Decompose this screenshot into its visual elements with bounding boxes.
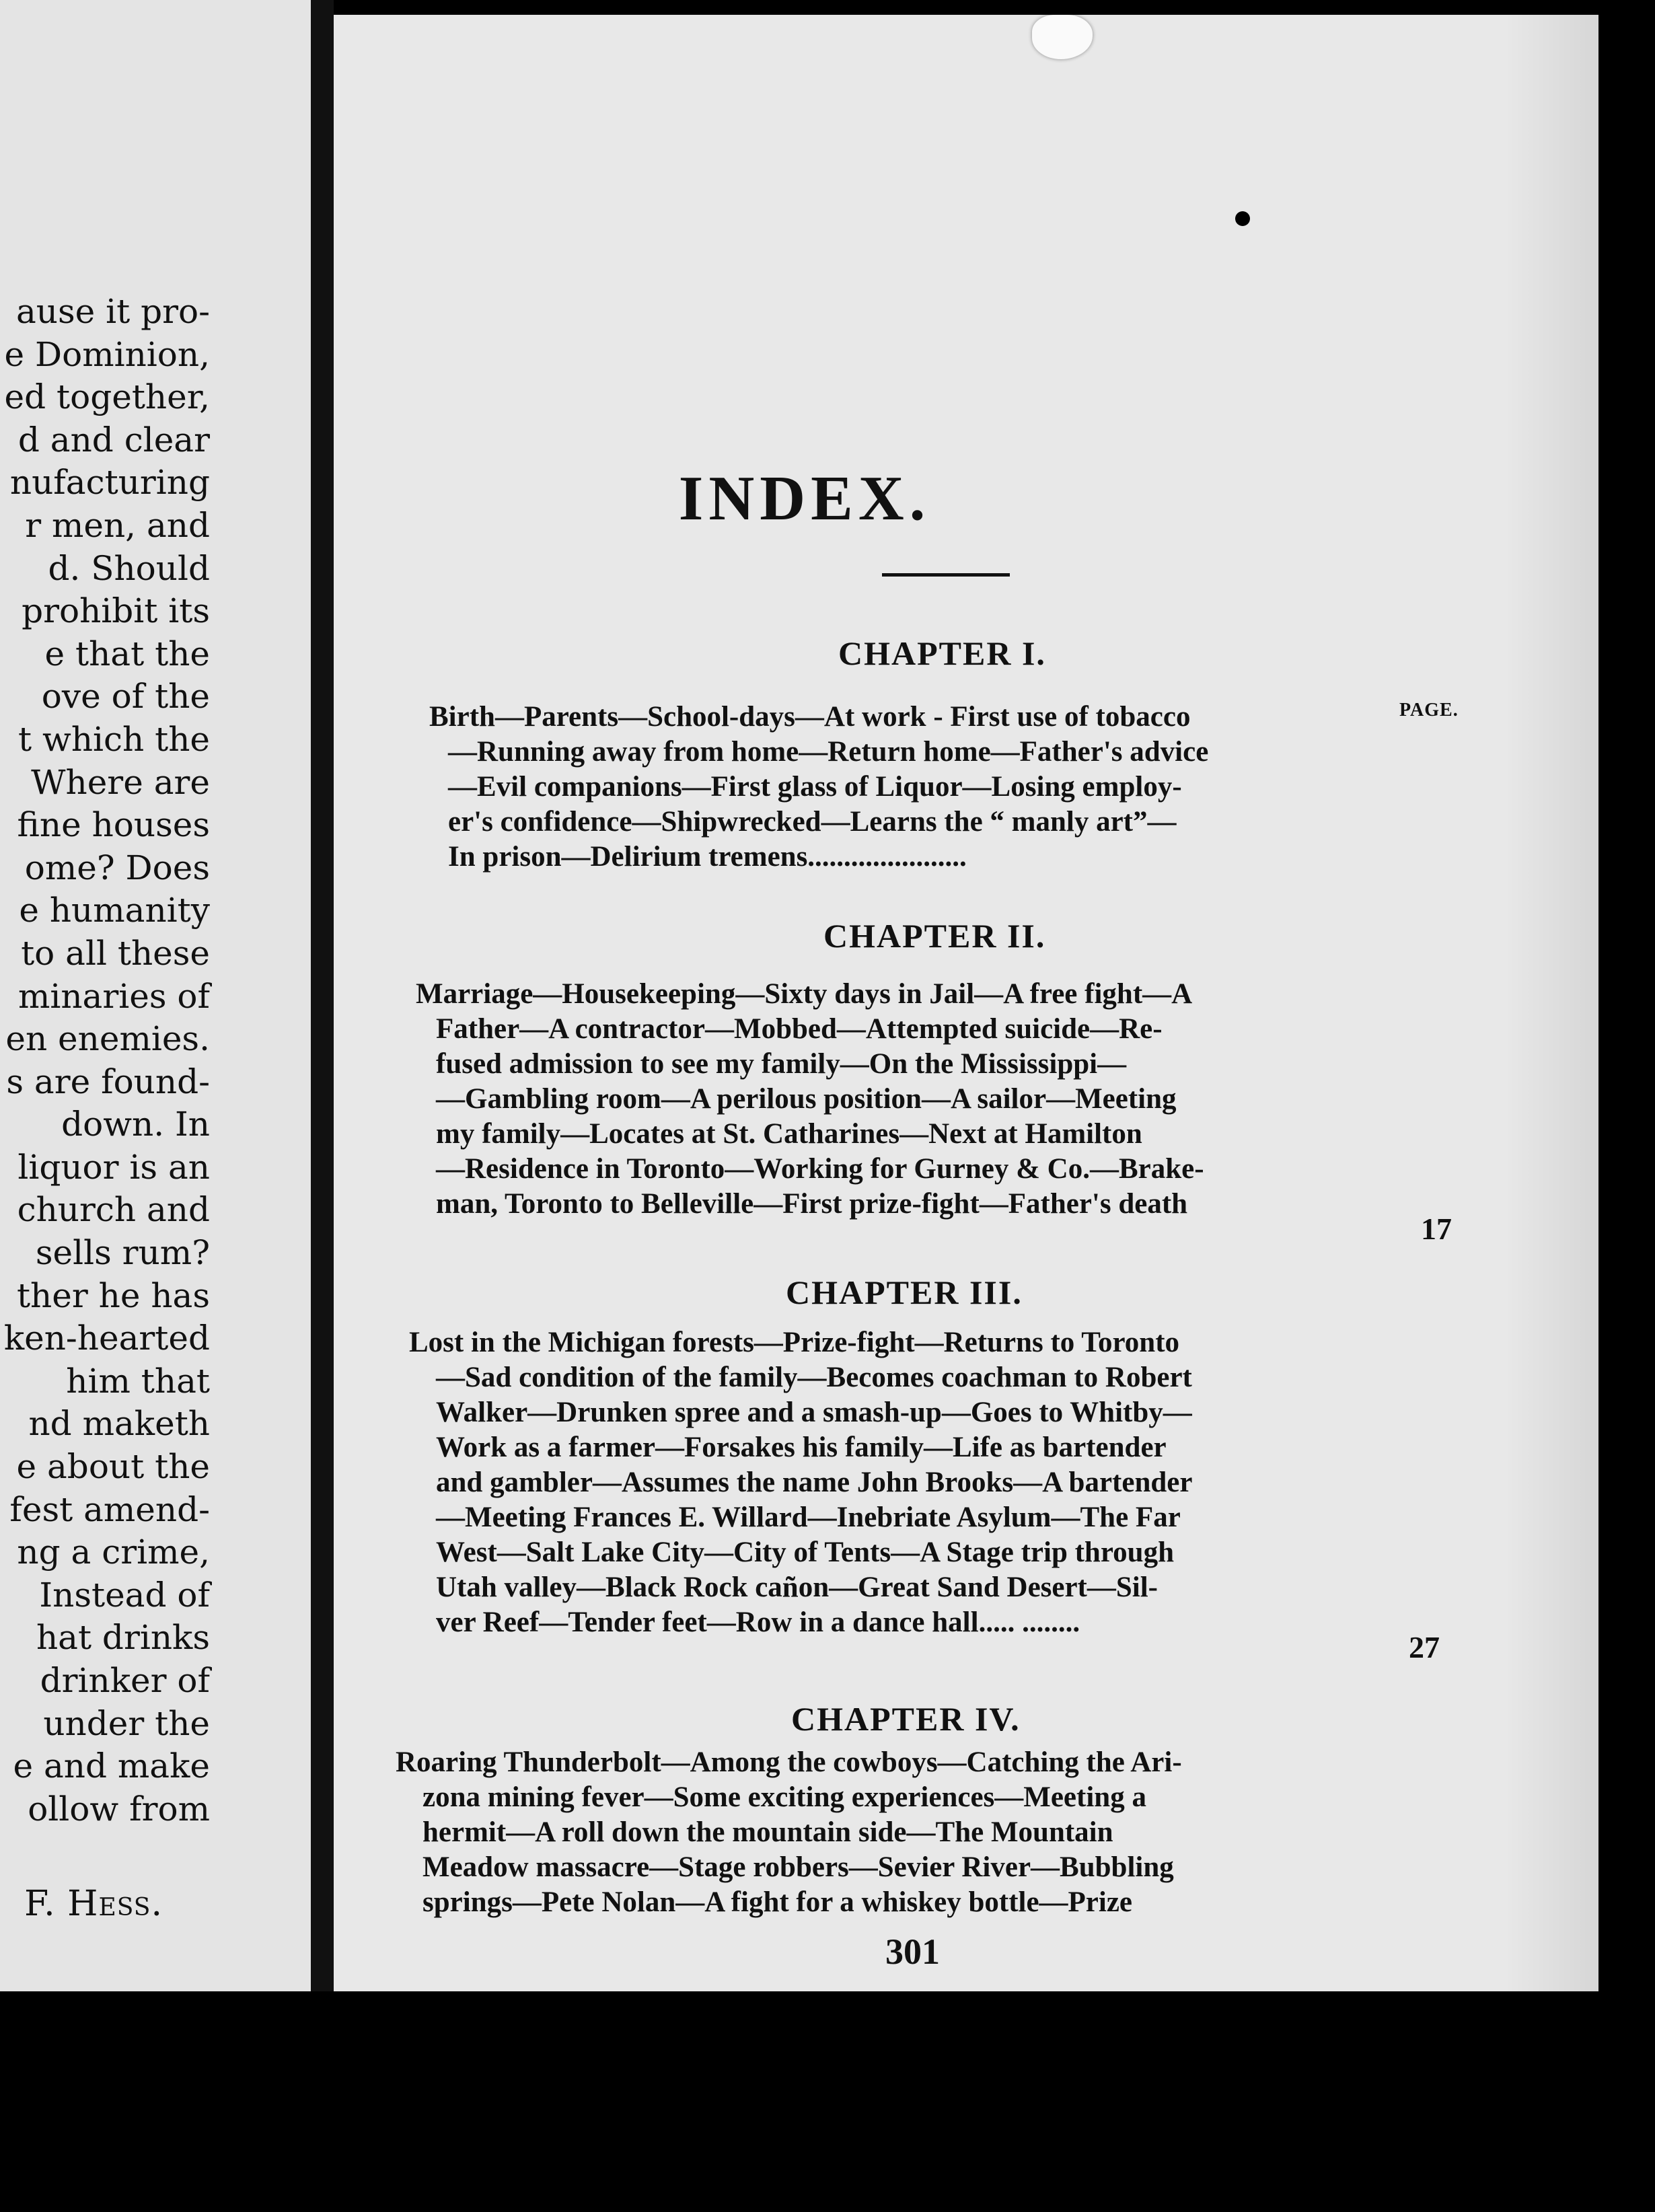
contents-line: Marriage—Housekeeping—Sixty days in Jail—A free fight—A (416, 978, 1193, 1010)
contents-line: —Gambling room—A perilous position—A sailor—Meeting (436, 1083, 1177, 1115)
contents-line: Utah valley—Black Rock cañon—Great Sand Desert—Sil- (436, 1572, 1158, 1603)
contents-line: Father—A contractor—Mobbed—Attempted suicide—Re- (436, 1013, 1163, 1045)
left-text-line: sells rum? (35, 1233, 210, 1273)
chapter-4-contents (396, 1745, 1182, 1920)
left-text-line: ed together, (4, 377, 210, 417)
left-text-line: d. Should (48, 548, 210, 588)
left-text-line: him that (66, 1361, 210, 1401)
contents-line: —Sad condition of the family—Becomes coachman to Robert (436, 1362, 1192, 1393)
contents-line: —Meeting Frances E. Willard—Inebriate Asylum—The Far (436, 1502, 1181, 1533)
left-text-line: church and (17, 1190, 210, 1230)
chapter-1-heading: CHAPTER I. (838, 634, 1046, 672)
left-text-line: s are found- (6, 1062, 210, 1101)
left-text-line: d and clear (17, 420, 210, 459)
chapter-3-page-number: 27 (1409, 1630, 1440, 1664)
paper-damage-mark (1032, 15, 1093, 59)
left-text-line: ng a crime, (17, 1533, 210, 1572)
left-text-line: ause it pro- (15, 292, 210, 331)
left-text-line: t which the (18, 719, 210, 759)
left-text-line: prohibit its (22, 591, 210, 631)
left-text-line: e that the (44, 634, 210, 673)
left-text-line: Instead of (39, 1575, 210, 1615)
book-gutter (311, 0, 334, 2212)
chapter-3-contents (409, 1325, 1192, 1640)
contents-line: hermit—A roll down the mountain side—The Mountain (422, 1816, 1113, 1848)
contents-line: zona mining fever—Some exciting experiences—Meeting a (422, 1781, 1146, 1813)
contents-line: man, Toronto to Belleville—First prize-fight—Father's death (436, 1188, 1188, 1220)
contents-line: Work as a farmer—Forsakes his family—Life as bartender (436, 1432, 1167, 1463)
left-text-line: minaries of (17, 976, 210, 1016)
contents-line: Birth—Parents—School-days—At work - First use of tobacco (429, 701, 1191, 733)
contents-line: West—Salt Lake City—City of Tents—A Stage trip through (436, 1537, 1174, 1568)
left-text-line: down. In (61, 1105, 210, 1144)
chapter-1-contents (429, 700, 1208, 875)
title-divider (882, 573, 1010, 577)
chapter-2-heading: CHAPTER II. (823, 917, 1046, 955)
page-folio-number: 301 (885, 1931, 940, 1972)
left-text-line: drinker of (40, 1661, 210, 1700)
left-page-text (4, 291, 210, 1831)
left-text-line: r men, and (25, 505, 210, 545)
left-text-line: liquor is an (17, 1147, 210, 1187)
author-signature: F. Hess. (24, 1884, 163, 1924)
contents-line: —Evil companions—First glass of Liquor—Losing employ- (448, 771, 1182, 803)
left-text-line: fest amend- (9, 1489, 210, 1529)
contents-line: Lost in the Michigan forests—Prize-fight—Returns to Toronto (409, 1327, 1180, 1358)
left-text-line: ken-hearted (3, 1319, 210, 1358)
left-text-line: ove of the (41, 677, 210, 716)
page-edge-shade (1504, 15, 1598, 1999)
left-text-line: nd maketh (28, 1404, 210, 1444)
scan-bottom-border (0, 1991, 1655, 2212)
contents-line: and gambler—Assumes the name John Brooks—A bartender (436, 1467, 1193, 1498)
chapter-3-heading: CHAPTER III. (786, 1274, 1023, 1311)
contents-line: fused admission to see my family—On the Mississippi— (436, 1048, 1127, 1080)
left-text-line: fine houses (17, 805, 210, 845)
contents-line: my family—Locates at St. Catharines—Next at Hamilton (436, 1118, 1142, 1150)
contents-line: springs—Pete Nolan—A fight for a whiskey bottle—Prize (422, 1886, 1133, 1918)
left-text-line: en enemies. (5, 1019, 210, 1059)
index-title: INDEX. (678, 464, 931, 533)
contents-line: Roaring Thunderbolt—Among the cowboys—Catching the Ari- (396, 1746, 1182, 1778)
page-column-label: PAGE. (1399, 700, 1459, 721)
left-page-fragment (0, 0, 311, 1991)
left-text-line: ther he has (16, 1276, 210, 1315)
left-text-line: ome? Does (24, 848, 210, 887)
contents-line: Walker—Drunken spree and a smash-up—Goes to Whitby— (436, 1397, 1192, 1428)
contents-line: Meadow massacre—Stage robbers—Sevier River—Bubbling (422, 1851, 1174, 1883)
contents-line: ver Reef—Tender feet—Row in a dance hall..... ........ (436, 1607, 1080, 1638)
chapter-4-heading: CHAPTER IV. (791, 1700, 1021, 1738)
contents-line: —Running away from home—Return home—Father's advice (448, 736, 1209, 768)
left-text-line: Where are (31, 762, 210, 802)
left-text-line: nufacturing (9, 463, 210, 503)
left-text-line: e Dominion, (4, 334, 210, 374)
left-text-line: e humanity (19, 891, 210, 930)
ink-dot-mark (1235, 211, 1250, 226)
index-page (334, 15, 1598, 1999)
left-text-line: ollow from (28, 1789, 210, 1829)
chapter-2-page-number: 17 (1421, 1212, 1452, 1246)
chapter-2-contents (416, 977, 1204, 1222)
contents-line: In prison—Delirium tremens...................... (448, 841, 967, 873)
contents-line: —Residence in Toronto—Working for Gurney & Co.—Brake- (436, 1153, 1204, 1185)
left-text-line: hat drinks (36, 1618, 210, 1658)
left-text-line: under the (43, 1703, 210, 1743)
left-text-line: to all these (21, 933, 210, 973)
contents-line: er's confidence—Shipwrecked—Learns the “ manly art”— (448, 806, 1177, 838)
left-text-line: e about the (16, 1447, 210, 1487)
left-text-line: e and make (13, 1746, 210, 1786)
